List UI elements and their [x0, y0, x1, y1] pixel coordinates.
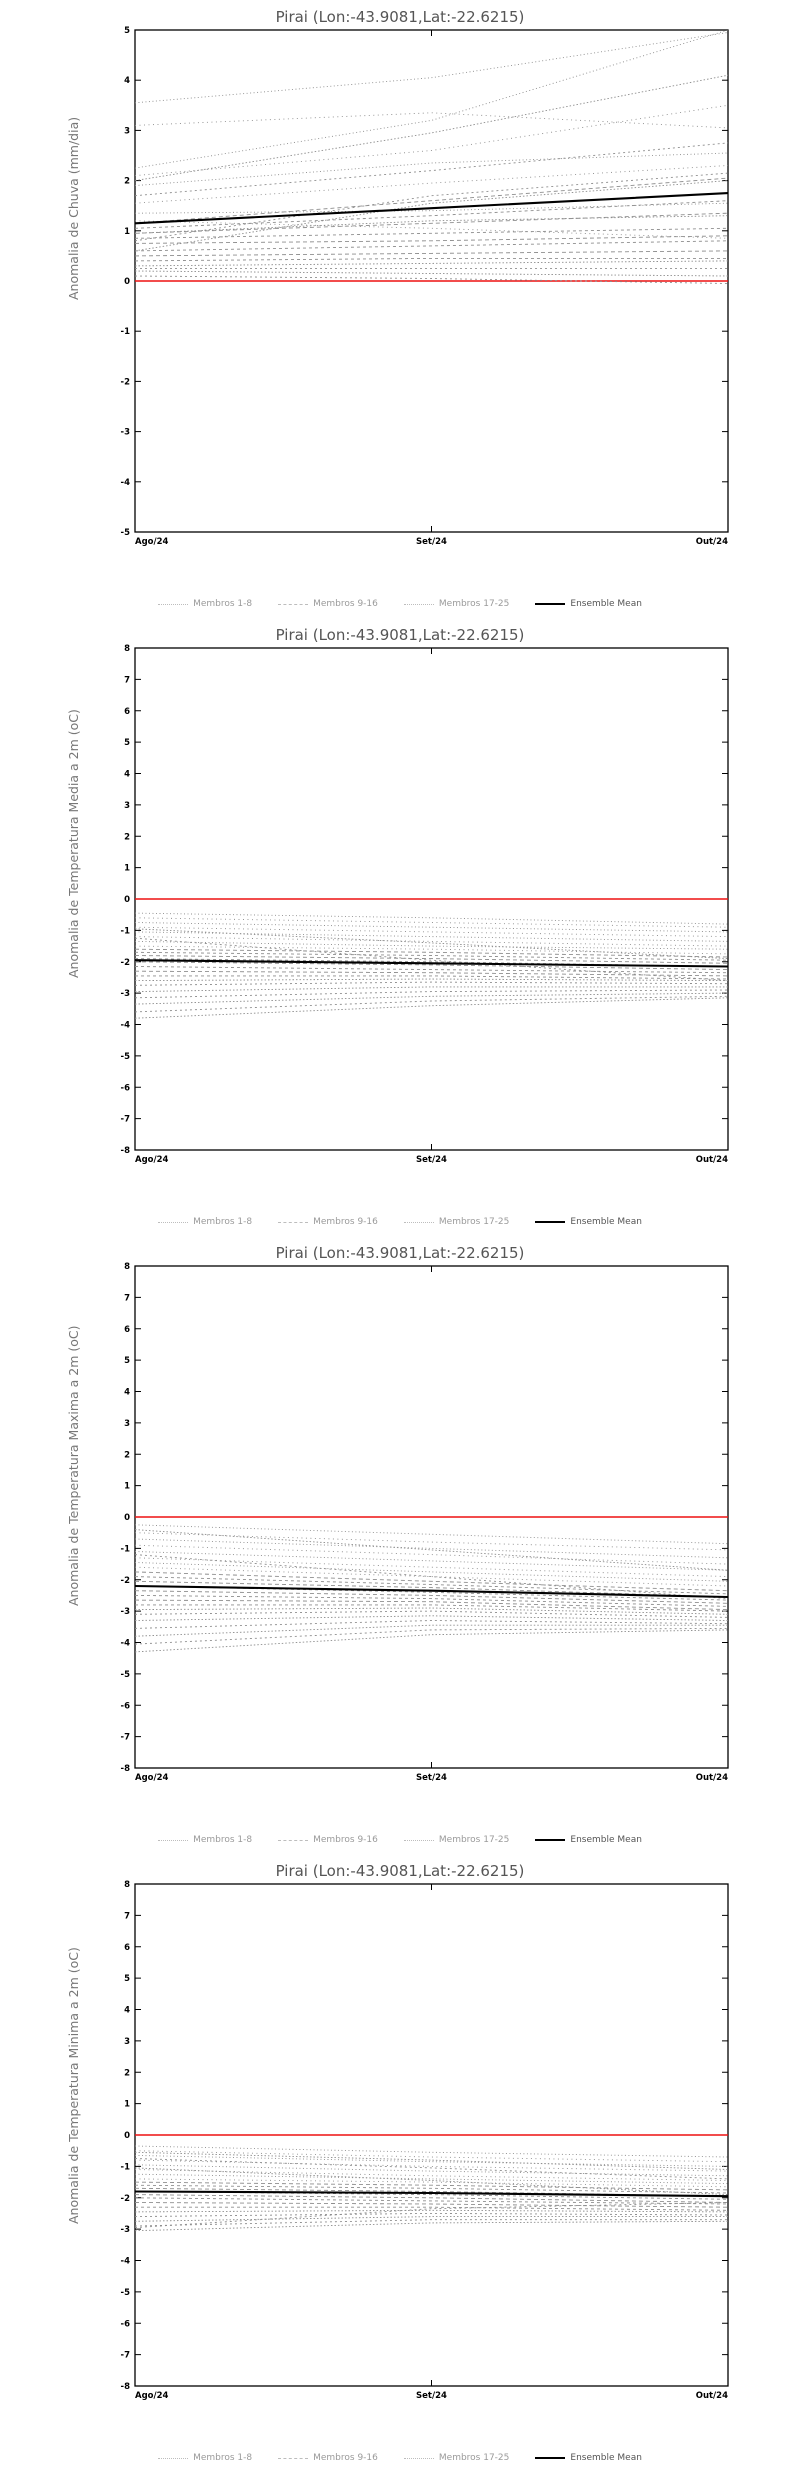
line-style-icon: [278, 1222, 308, 1223]
legend-item-membros-17-25: Membros 17-25: [404, 1835, 510, 1845]
svg-text:Out/24: Out/24: [695, 2391, 728, 2401]
line-style-icon: [278, 1840, 308, 1841]
svg-text:4: 4: [124, 76, 130, 87]
svg-text:-7: -7: [120, 1732, 130, 1743]
svg-text:3: 3: [124, 2036, 130, 2047]
svg-text:-2: -2: [120, 1575, 130, 1586]
svg-text:Ago/24: Ago/24: [135, 1773, 169, 1783]
svg-text:-4: -4: [120, 1020, 130, 1031]
svg-text:8: 8: [124, 1880, 130, 1890]
svg-text:5: 5: [124, 26, 130, 36]
svg-text:5: 5: [124, 738, 130, 749]
svg-text:-5: -5: [120, 1051, 130, 1062]
legend-tmax: [0, 1830, 800, 1850]
svg-text:-1: -1: [120, 327, 130, 338]
line-style-icon: [535, 603, 565, 605]
legend-item-ensemble-mean: Ensemble Mean: [535, 1835, 642, 1845]
svg-text:1: 1: [124, 863, 130, 874]
line-style-icon: [404, 2458, 434, 2459]
plot-svg-tmin: [0, 1854, 800, 2454]
legend-item-ensemble-mean: Ensemble Mean: [535, 2453, 642, 2463]
svg-text:0: 0: [124, 277, 130, 287]
svg-text:Set/24: Set/24: [416, 1155, 447, 1165]
svg-text:8: 8: [124, 644, 130, 654]
legend-item-membros-9-16: Membros 9-16: [278, 1835, 378, 1845]
svg-text:7: 7: [124, 1293, 130, 1304]
y-axis-label: Anomalia de Temperatura Minima a 2m (oC): [66, 1947, 81, 2224]
svg-text:Out/24: Out/24: [695, 1773, 728, 1783]
plot-area-tmax: [0, 1236, 800, 1854]
legend-item-membros-9-16: Membros 9-16: [278, 599, 378, 609]
svg-text:-3: -3: [120, 1607, 130, 1618]
line-style-icon: [535, 1221, 565, 1223]
chart-panel-tmean: [0, 618, 800, 1236]
svg-text:-7: -7: [120, 2350, 130, 2361]
chart-panel-tmax: [0, 1236, 800, 1854]
svg-text:-3: -3: [120, 989, 130, 1000]
legend-item-membros-1-8: Membros 1-8: [158, 1835, 252, 1845]
svg-text:6: 6: [124, 1942, 130, 1953]
legend-item-membros-9-16: Membros 9-16: [278, 1217, 378, 1227]
line-style-icon: [404, 1222, 434, 1223]
svg-text:2: 2: [124, 1450, 130, 1461]
svg-text:0: 0: [124, 1513, 130, 1523]
legend-item-membros-17-25: Membros 17-25: [404, 599, 510, 609]
svg-text:4: 4: [124, 2005, 130, 2016]
svg-text:2: 2: [124, 2068, 130, 2079]
plot-svg-tmean: [0, 618, 800, 1218]
svg-text:1: 1: [124, 226, 130, 237]
legend-item-membros-1-8: Membros 1-8: [158, 2453, 252, 2463]
plot-area-precip: [0, 0, 800, 618]
svg-text:-8: -8: [120, 1146, 130, 1156]
legend-item-membros-9-16: Membros 9-16: [278, 2453, 378, 2463]
svg-text:-3: -3: [120, 2225, 130, 2236]
svg-text:0: 0: [124, 2131, 130, 2141]
svg-text:1: 1: [124, 1481, 130, 1492]
svg-text:0: 0: [124, 895, 130, 905]
svg-text:-7: -7: [120, 1114, 130, 1125]
plot-svg-tmax: [0, 1236, 800, 1836]
svg-text:-6: -6: [120, 1083, 130, 1094]
svg-text:Out/24: Out/24: [695, 537, 728, 547]
svg-text:Ago/24: Ago/24: [135, 2391, 169, 2401]
svg-text:8: 8: [124, 1262, 130, 1272]
legend-tmean: [0, 1212, 800, 1232]
page-title: Pirai (Lon:-43.9081,Lat:-22.6215): [275, 1862, 525, 1880]
y-axis-label: Anomalia de Temperatura Media a 2m (oC): [66, 709, 81, 978]
svg-text:Out/24: Out/24: [695, 1155, 728, 1165]
svg-text:-2: -2: [120, 2193, 130, 2204]
line-style-icon: [158, 604, 188, 605]
plot-area-tmean: [0, 618, 800, 1236]
line-style-icon: [158, 2458, 188, 2459]
legend-item-membros-1-8: Membros 1-8: [158, 599, 252, 609]
legend-item-ensemble-mean: Ensemble Mean: [535, 1217, 642, 1227]
line-style-icon: [404, 604, 434, 605]
legend-item-membros-17-25: Membros 17-25: [404, 2453, 510, 2463]
svg-text:-2: -2: [120, 377, 130, 388]
svg-text:7: 7: [124, 675, 130, 686]
svg-text:-1: -1: [120, 926, 130, 937]
svg-text:3: 3: [124, 800, 130, 811]
plot-svg-precip: [0, 0, 800, 600]
svg-text:3: 3: [124, 126, 130, 137]
svg-text:-8: -8: [120, 2382, 130, 2392]
plot-area-tmin: [0, 1854, 800, 2472]
svg-text:2: 2: [124, 176, 130, 187]
page-title: Pirai (Lon:-43.9081,Lat:-22.6215): [275, 626, 525, 644]
legend-item-ensemble-mean: Ensemble Mean: [535, 599, 642, 609]
line-style-icon: [278, 604, 308, 605]
svg-text:Set/24: Set/24: [416, 537, 447, 547]
svg-text:4: 4: [124, 769, 130, 780]
svg-text:-6: -6: [120, 1701, 130, 1712]
svg-text:7: 7: [124, 1911, 130, 1922]
chart-panel-tmin: [0, 1854, 800, 2472]
legend-tmin: [0, 2448, 800, 2468]
svg-text:6: 6: [124, 1324, 130, 1335]
svg-text:Set/24: Set/24: [416, 2391, 447, 2401]
legend-precip: [0, 594, 800, 614]
svg-text:6: 6: [124, 706, 130, 717]
svg-text:-2: -2: [120, 957, 130, 968]
svg-text:5: 5: [124, 1974, 130, 1985]
line-style-icon: [278, 2458, 308, 2459]
y-axis-label: Anomalia de Chuva (mm/dia): [66, 116, 81, 300]
line-style-icon: [535, 1839, 565, 1841]
svg-text:-4: -4: [120, 1638, 130, 1649]
chart-panel-precip: [0, 0, 800, 618]
svg-text:-6: -6: [120, 2319, 130, 2330]
svg-text:-8: -8: [120, 1764, 130, 1774]
svg-text:-5: -5: [120, 1669, 130, 1680]
svg-text:3: 3: [124, 1418, 130, 1429]
line-style-icon: [404, 1840, 434, 1841]
svg-text:-5: -5: [120, 2287, 130, 2298]
line-style-icon: [158, 1840, 188, 1841]
y-axis-label: Anomalia de Temperatura Maxima a 2m (oC): [66, 1325, 81, 1606]
legend-item-membros-17-25: Membros 17-25: [404, 1217, 510, 1227]
svg-text:-3: -3: [120, 427, 130, 438]
svg-text:Set/24: Set/24: [416, 1773, 447, 1783]
svg-text:Ago/24: Ago/24: [135, 537, 169, 547]
svg-text:-4: -4: [120, 477, 130, 488]
legend-item-membros-1-8: Membros 1-8: [158, 1217, 252, 1227]
svg-text:-1: -1: [120, 1544, 130, 1555]
svg-text:Ago/24: Ago/24: [135, 1155, 169, 1165]
page-title: Pirai (Lon:-43.9081,Lat:-22.6215): [275, 1244, 525, 1262]
svg-text:5: 5: [124, 1356, 130, 1367]
line-style-icon: [535, 2457, 565, 2459]
line-style-icon: [158, 1222, 188, 1223]
svg-text:1: 1: [124, 2099, 130, 2110]
svg-text:4: 4: [124, 1387, 130, 1398]
svg-text:-4: -4: [120, 2256, 130, 2267]
page-title: Pirai (Lon:-43.9081,Lat:-22.6215): [275, 8, 525, 26]
svg-text:-5: -5: [120, 528, 130, 538]
svg-text:2: 2: [124, 832, 130, 843]
svg-text:-1: -1: [120, 2162, 130, 2173]
